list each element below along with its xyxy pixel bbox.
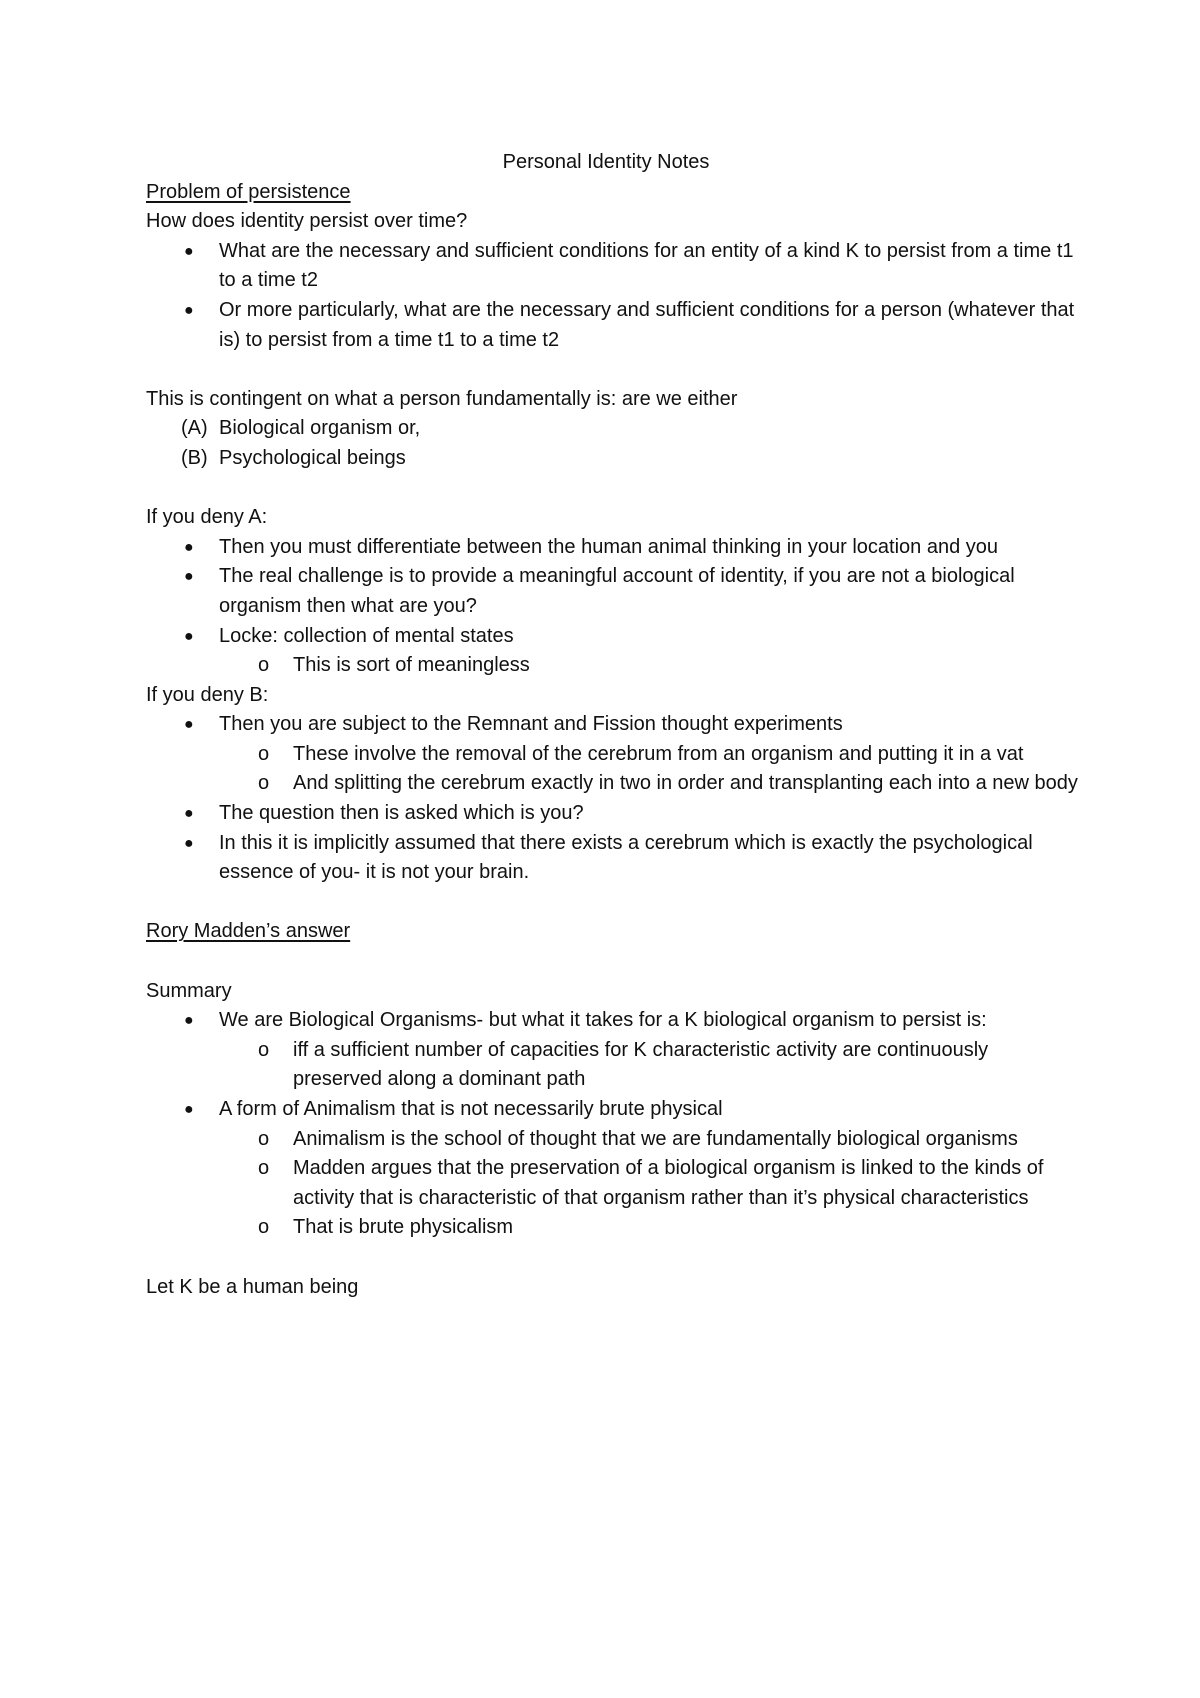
sub-list-item-text: These involve the removal of the cerebrum from an organism and putting it in a vat <box>293 742 1024 765</box>
sub-list-item <box>146 769 1079 799</box>
bullet-list-persistence <box>146 237 1076 355</box>
list-item-text: A form of Animalism that is not necessarily brute physical <box>219 1098 723 1120</box>
list-item <box>146 1006 1079 1036</box>
list-item-text: The question then is asked which is you? <box>219 802 584 825</box>
bullet-marker: ● <box>184 627 194 645</box>
sub-list-item-text: And splitting the cerebrum exactly in two in order and transplanting each into a new body <box>293 772 1078 795</box>
list-item-text: We are Biological Organisms- but what it takes for a K biological organism to persist is: <box>219 1009 987 1032</box>
paragraph-deny-b: If you deny B: <box>146 683 269 706</box>
sub-list-item-text: This is sort of meaningless <box>293 654 530 677</box>
sub-list-item-text: That is brute physicalism <box>293 1216 514 1239</box>
list-item-text: Locke: collection of mental states <box>219 624 514 647</box>
paragraph-contingent: This is contingent on what a person fundamentally is: are we either <box>146 387 738 410</box>
bullet-list-deny-b <box>146 710 1076 888</box>
list-item-text: What are the necessary and sufficient conditions for an entity of a kind K to persist from a time t1 to a time t2 <box>219 239 1074 292</box>
document-title: Personal Identity Notes <box>502 151 710 173</box>
option-b <box>146 444 1076 474</box>
bullet-marker: ● <box>184 716 194 734</box>
list-item-text: Then you must differentiate between the human animal thinking in your location and you <box>219 535 999 558</box>
sub-list-item <box>146 1125 1079 1155</box>
sub-bullet-marker: o <box>258 654 270 677</box>
sub-bullet-marker: o <box>258 1216 270 1239</box>
bullet-list-deny-a <box>146 533 1076 681</box>
paragraph-persistence-question: How does identity persist over time? <box>146 210 468 233</box>
bullet-marker: ● <box>184 834 194 852</box>
option-text: Biological organism or, <box>219 417 421 440</box>
bullet-marker: ● <box>184 301 194 319</box>
bullet-marker: ● <box>184 242 194 260</box>
blank-line <box>146 888 1076 918</box>
list-item <box>146 799 1079 829</box>
bullet-marker: ● <box>184 1101 194 1118</box>
blank-line <box>146 474 1076 504</box>
bullet-marker: ● <box>184 805 194 823</box>
section-heading-persistence: Problem of persistence <box>146 180 351 203</box>
paragraph-deny-a: If you deny A: <box>146 506 268 529</box>
sub-bullet-marker: o <box>258 1157 270 1180</box>
option-marker: (A) <box>181 417 208 440</box>
list-item <box>146 562 1079 621</box>
option-a <box>146 414 1076 444</box>
sub-bullet-marker: o <box>258 1038 270 1061</box>
blank-line <box>146 1243 1076 1273</box>
sub-list-item <box>146 651 1079 681</box>
paragraph-summary: Summary <box>146 979 232 1002</box>
list-item-text: The real challenge is to provide a meaningful account of identity, if you are not a biological organism then what are you? <box>219 565 1015 617</box>
list-item <box>146 829 1079 888</box>
list-item-text: In this it is implicitly assumed that there exists a cerebrum which is exactly the psychological essence of you- it is not your brain. <box>219 831 1033 884</box>
bullet-list-summary <box>146 1006 1076 1243</box>
list-item-text: Then you are subject to the Remnant and Fission thought experiments <box>219 713 843 736</box>
list-item <box>146 296 1079 355</box>
option-marker: (B) <box>181 446 208 469</box>
section-heading-madden: Rory Madden’s answer <box>146 920 351 943</box>
list-item <box>146 622 1079 652</box>
bullet-marker: ● <box>184 1012 194 1030</box>
list-item <box>146 237 1079 296</box>
sub-bullet-marker: o <box>258 742 270 765</box>
sub-bullet-marker: o <box>258 1127 270 1150</box>
document-body <box>146 148 1076 1302</box>
list-item <box>146 710 1079 740</box>
sub-list-item-text: iff a sufficient number of capacities for K characteristic activity are continuously preserved along a dominant path <box>293 1038 989 1091</box>
bullet-marker: ● <box>184 538 194 556</box>
paragraph-closing: Let K be a human being <box>146 1275 359 1298</box>
sub-list-item-text: Animalism is the school of thought that we are fundamentally biological organisms <box>293 1127 1018 1150</box>
sub-bullet-marker: o <box>258 772 270 795</box>
blank-line <box>146 947 1076 977</box>
list-item <box>146 533 1079 563</box>
list-item <box>146 1095 1079 1125</box>
sub-list-item-text: Madden argues that the preservation of a biological organism is linked to the kinds of activity that is characteristic of that organism rather than it’s physical characteristics <box>293 1157 1044 1209</box>
list-item-text: Or more particularly, what are the necessary and sufficient conditions for a person (whatever that is) to persist from a time t1 to a time t2 <box>219 298 1075 351</box>
sub-list-item <box>146 1036 1079 1095</box>
sub-list-item <box>146 740 1079 770</box>
sub-list-item <box>146 1213 1079 1243</box>
sub-list-item <box>146 1154 1079 1213</box>
blank-line <box>146 355 1076 385</box>
option-text: Psychological beings <box>219 446 406 469</box>
bullet-marker: ● <box>184 568 194 586</box>
